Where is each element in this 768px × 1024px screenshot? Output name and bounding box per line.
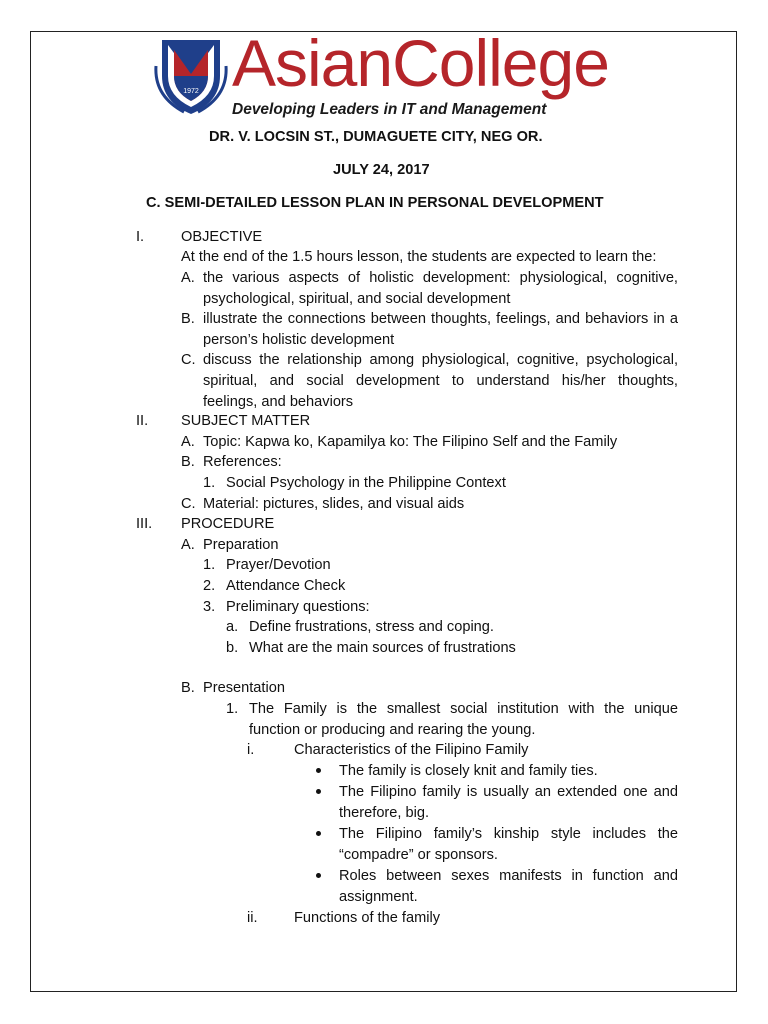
procedure-bi-text: Characteristics of the Filipino Family (294, 742, 529, 758)
section-3-number: III. (136, 516, 153, 532)
procedure-a3a-text: Define frustrations, stress and coping. (249, 619, 494, 635)
subject-b1-text: Social Psychology in the Philippine Context (226, 475, 506, 491)
section-1-heading: OBJECTIVE (181, 229, 263, 245)
document-date: JULY 24, 2017 (333, 162, 430, 178)
crest-year: 1972 (183, 88, 199, 95)
procedure-a-text: Preparation (203, 537, 279, 553)
characteristic-1: The family is closely knit and family ties. (339, 763, 598, 779)
subject-b-label: B. (181, 454, 195, 470)
procedure-a3-text: Preliminary questions: (226, 599, 370, 615)
subject-c-text: Material: pictures, slides, and visual aids (203, 496, 465, 512)
logo-tagline: Developing Leaders in IT and Management (232, 101, 547, 118)
objective-a-label: A. (181, 270, 195, 286)
procedure-b1-text: The Family is the smallest social institution with the unique function or producing and rearing the young. (249, 701, 678, 738)
procedure-a3b-text: What are the main sources of frustrations (249, 640, 516, 656)
procedure-bi-label: i. (247, 742, 255, 758)
subject-a-text: Topic: Kapwa ko, Kapamilya ko: The Filipino Self and the Family (203, 434, 618, 450)
subject-c-label: C. (181, 496, 196, 512)
procedure-b-text: Presentation (203, 680, 285, 696)
procedure-a2-text: Attendance Check (226, 578, 346, 594)
section-3-heading: PROCEDURE (181, 516, 275, 532)
procedure-bii-text: Functions of the family (294, 910, 441, 926)
procedure-b-label: B. (181, 680, 195, 696)
bullet-dot (316, 831, 321, 836)
characteristic-2: The Filipino family is usually an extended one and therefore, big. (339, 784, 678, 821)
logo-wordmark: AsianCollege (232, 26, 609, 100)
procedure-a2-label: 2. (203, 578, 216, 594)
subject-b1-label: 1. (203, 475, 216, 491)
subject-a-label: A. (181, 434, 195, 450)
section-1-number: I. (136, 229, 145, 245)
objective-c-text: discuss the relationship among physiological, cognitive, psychological, spiritual, and social development to understand his/her thoughts, feelings, and behaviors (203, 352, 678, 410)
procedure-a3b-label: b. (226, 640, 239, 656)
bullet-dot (316, 768, 321, 773)
section-2-heading: SUBJECT MATTER (181, 413, 311, 429)
procedure-b1-label: 1. (226, 701, 239, 717)
bullet-dot (316, 873, 321, 878)
objective-intro: At the end of the 1.5 hours lesson, the students are expected to learn the: (181, 249, 657, 265)
procedure-a1-text: Prayer/Devotion (226, 557, 331, 573)
procedure-a-label: A. (181, 537, 195, 553)
procedure-a3a-label: a. (226, 619, 239, 635)
lesson-plan-title: C. SEMI-DETAILED LESSON PLAN IN PERSONAL DEVELOPMENT (146, 195, 604, 211)
section-2-number: II. (136, 413, 149, 429)
objective-a-text: the various aspects of holistic development: physiological, cognitive, psychological, spiritual, and social development (203, 270, 678, 307)
objective-b-text: illustrate the connections between thoughts, feelings, and behaviors in a person’s holistic development (203, 311, 678, 348)
objective-c-label: C. (181, 352, 196, 368)
characteristic-3: The Filipino family’s kinship style includes the “compadre” or sponsors. (339, 826, 678, 863)
procedure-bii-label: ii. (247, 910, 258, 926)
procedure-a1-label: 1. (203, 557, 216, 573)
school-address: DR. V. LOCSIN ST., DUMAGUETE CITY, NEG OR. (209, 129, 543, 145)
characteristic-4: Roles between sexes manifests in function and assignment. (339, 868, 678, 905)
asian-college-crest-logo (154, 36, 228, 116)
bullet-dot (316, 789, 321, 794)
objective-b-label: B. (181, 311, 195, 327)
procedure-a3-label: 3. (203, 599, 216, 615)
subject-b-text: References: (203, 454, 282, 470)
